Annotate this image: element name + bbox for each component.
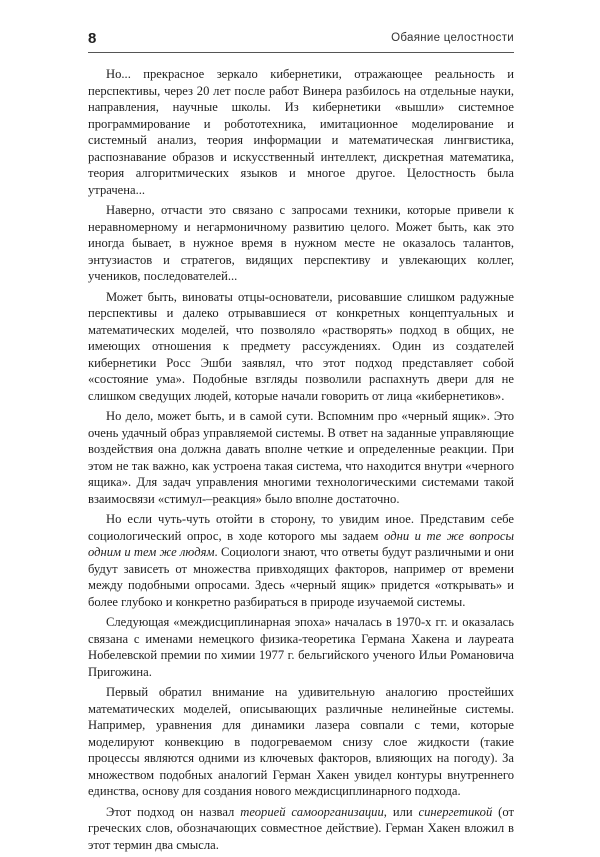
- page-number: 8: [88, 30, 97, 47]
- page-header: [88, 30, 514, 53]
- italic-term-self-organization: теорией самоорганизации: [240, 804, 384, 819]
- body-text: [88, 66, 514, 857]
- paragraph-8: Этот подход он назвал теорией самоорганизации, или синергетикой (от греческих слов, обозначающих совместное действие). Герман Хакен вложил в этот термин два смысла.: [88, 804, 514, 852]
- paragraph-2: Наверно, отчасти это связано с запросами техники, которые привели к неравномерному и негармоничному развитию целого. Может быть, как это иногда бывает, в нужное время в нужном месте не оказалось талантов, энтузиастов и стратегов, видящих перспективу и увлекающих коллег, учеников, последователей...: [88, 203, 514, 283]
- paragraph-3: Может быть, виноваты отцы-основатели, рисовавшие слишком радужные перспективы и далеко отрывавшиеся от конкретных концептуальных и математических моделей, что позволяло «растворять» подход в общих, не имеющих отношения к предмету рассуждениях. Один из создателей кибернетики Росс Эшби заявлял, что этот подход представляет собой «состояние ума». Подобные взгляды позволили распахнуть двери для не слишком сведущих людей, которые начали говорить от лица «кибернетиков».: [88, 289, 514, 403]
- italic-phrase: одни и те же вопросы одним и тем же людям: [88, 528, 514, 559]
- running-title: Обаяние целостности: [391, 32, 514, 44]
- paragraph-6: Следующая «междисциплинарная эпоха» началась в 1970-х гг. и оказалась связана с именами немецкого физика-теоретика Германа Хакена и лауреата Нобелевской премии по химии 1977 г. бельгийского ученого Ильи Романовича Пригожина.: [88, 615, 514, 679]
- paragraph-7: Первый обратил внимание на удивительную аналогию простейших математических моделей, описывающих различные нелинейные системы. Например, уравнения для динамики лазера совпали с теми, которые моделируют конвекцию в подогреваемом снизу слое жидкости (такие процессы являются одними из ключевых факторов, влияющих на погоду). За множеством подобных аналогий Герман Хакен увидел контуры внутреннего единства, основу для создания нового междисциплинарного подхода.: [88, 685, 514, 798]
- paragraph-1: Но... прекрасное зеркало кибернетики, отражающее реальность и перспективы, через 20 лет после работ Винера разбилось на отдельные науки, направления, научные школы. Из кибернетики «вышли» системное программирование и робототехника, имитационное моделирование и системный анализ, теория информации и математическая лингвистика, распознавание образов и искусственный интеллект, дискретная математика, теория алгоритмических языков и многое другое. Целостность была утрачена...: [88, 67, 514, 197]
- paragraph-5: Но если чуть-чуть отойти в сторону, то увидим иное. Представим себе социологический опрос, в ходе которого мы задаем одни и те же вопросы одним и тем же людям. Социологи знают, что ответы будут различными и они будут зависеть от множества привходящих факторов, например от времени между подобными опросами. Здесь «черный ящик» придется «открывать» и более глубоко и конкретно разбираться в природе изучаемой системы.: [88, 512, 515, 609]
- italic-term-synergetics: синергетикой: [418, 804, 493, 819]
- paragraph-4: Но дело, может быть, и в самой сути. Вспомним про «черный ящик». Это очень удачный образ управляемой системы. В ответ на заданные управляющие воздействия она должна давать вполне четкие и определенные реакции. При этом не так важно, как устроена такая система, что находится внутри «черного ящика». Для задач управления многими технологическими системами такой взаимосвязи «стимул-–реакция» было вполне достаточно.: [88, 409, 514, 506]
